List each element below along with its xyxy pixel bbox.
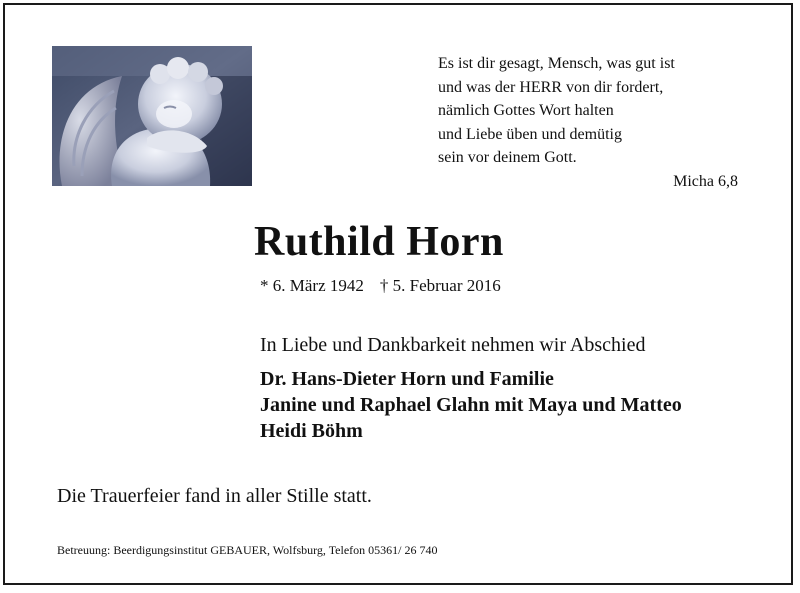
life-dates — [260, 276, 501, 296]
birth-date: * 6. März 1942 — [260, 276, 364, 295]
bible-verse — [438, 52, 738, 193]
deceased-name: Ruthild Horn — [254, 219, 504, 265]
death-date: † 5. Februar 2016 — [379, 276, 501, 295]
funeral-home-footer: Betreuung: Beerdigungsinstitut GEBAUER, Wolfsburg, Telefon 05361/ 26 740 — [57, 543, 438, 557]
verse-line: nämlich Gottes Wort halten — [438, 102, 614, 119]
mourner-entry: Dr. Hans-Dieter Horn und Familie — [260, 368, 554, 390]
verse-reference: Micha 6,8 — [673, 172, 738, 190]
verse-line: sein vor deinem Gott. — [438, 149, 577, 166]
verse-line: Es ist dir gesagt, Mensch, was gut ist — [438, 55, 675, 72]
verse-line: und was der HERR von dir fordert, — [438, 78, 664, 96]
mourners-list — [260, 366, 682, 444]
funeral-note: Die Trauerfeier fand in aller Stille statt. — [57, 485, 372, 507]
farewell-text: In Liebe und Dankbarkeit nehmen wir Abschied — [260, 334, 646, 356]
mourner-entry: Janine und Raphael Glahn mit Maya und Matteo — [260, 394, 682, 416]
verse-line: und Liebe üben und demütig — [438, 125, 622, 143]
mourner-entry: Heidi Böhm — [260, 420, 363, 442]
angel-statue-photo — [52, 46, 252, 186]
